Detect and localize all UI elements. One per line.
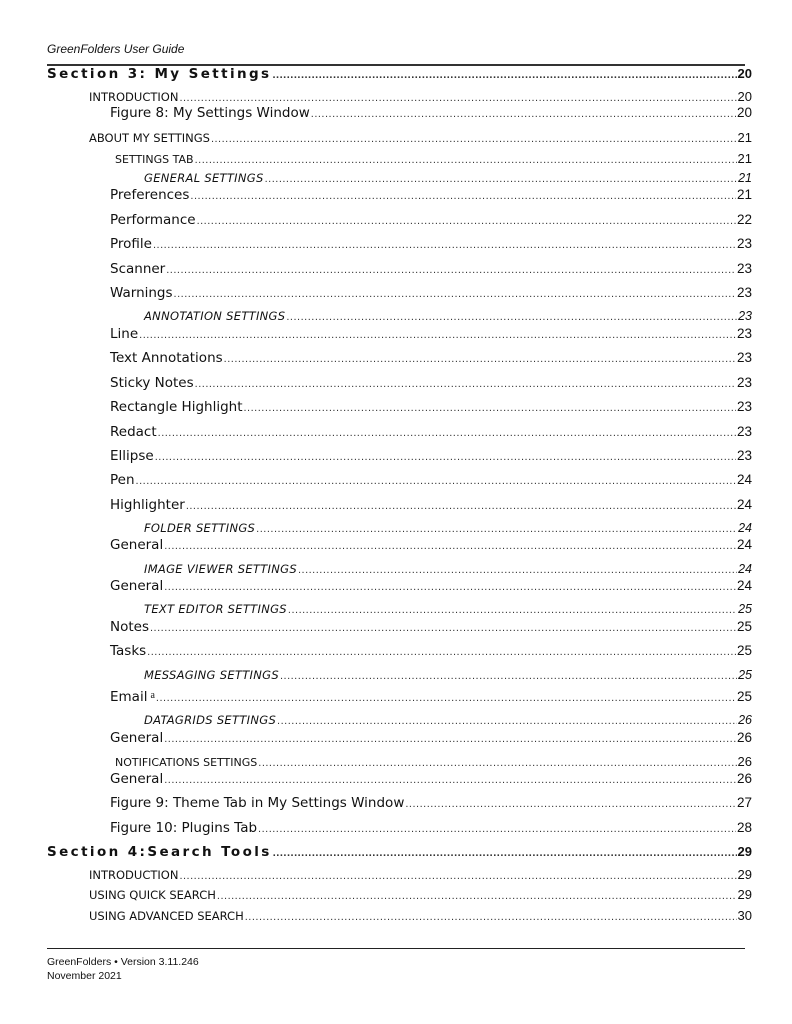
dot-leader bbox=[288, 604, 737, 616]
dot-leader bbox=[277, 715, 737, 727]
toc-entry[interactable] bbox=[89, 89, 752, 104]
toc-page-number: 21 bbox=[737, 130, 752, 145]
toc-entry[interactable] bbox=[110, 105, 752, 121]
toc-entry-label: ANNOTATION SETTINGS bbox=[144, 309, 286, 323]
toc-entry-label: ABOUT MY SETTINGS bbox=[89, 131, 210, 145]
toc-entry-label: Pen bbox=[110, 472, 135, 488]
toc-entry-label: Highlighter bbox=[110, 497, 185, 513]
toc-entry[interactable] bbox=[144, 521, 752, 535]
toc-entry[interactable] bbox=[110, 285, 752, 301]
toc-page-number: 23 bbox=[736, 448, 752, 463]
toc-entry[interactable] bbox=[110, 187, 752, 203]
toc-entry-label: INTRODUCTION bbox=[89, 90, 179, 104]
toc-entry[interactable] bbox=[110, 350, 752, 366]
dot-leader bbox=[164, 540, 736, 552]
dot-leader bbox=[156, 692, 736, 704]
dot-leader bbox=[273, 847, 737, 859]
toc-page-number: 29 bbox=[737, 844, 752, 859]
toc-entry-label: FOLDER SETTINGS bbox=[144, 521, 256, 535]
toc-entry-label: Line bbox=[110, 326, 139, 342]
toc-page-number: 23 bbox=[736, 424, 752, 439]
toc-entry-label: USING ADVANCED SEARCH bbox=[89, 909, 244, 923]
toc-page-number: 24 bbox=[736, 578, 752, 593]
toc-entry[interactable] bbox=[144, 668, 752, 682]
toc-entry-label: MESSAGING SETTINGS bbox=[144, 668, 279, 682]
dot-leader bbox=[195, 378, 736, 390]
toc-entry[interactable] bbox=[110, 689, 752, 705]
toc-entry[interactable] bbox=[144, 309, 752, 323]
toc-page-number: 23 bbox=[738, 309, 752, 323]
toc-entry-label: Preferences bbox=[110, 187, 190, 203]
toc-page-number: 25 bbox=[736, 643, 752, 658]
toc-page-number: 29 bbox=[737, 887, 752, 902]
toc-page-number: 21 bbox=[738, 171, 752, 185]
dot-leader bbox=[158, 427, 736, 439]
toc-entry[interactable] bbox=[110, 619, 752, 635]
toc-entry-label: General bbox=[110, 771, 164, 787]
toc-page-number: 25 bbox=[736, 689, 752, 704]
toc-page-number: 24 bbox=[736, 497, 752, 512]
toc-entry-label: Text Annotations bbox=[110, 350, 223, 366]
toc-page-number: 24 bbox=[736, 472, 752, 487]
dot-leader bbox=[258, 823, 736, 835]
dot-leader bbox=[153, 239, 736, 251]
toc-entry[interactable] bbox=[110, 578, 752, 594]
toc-page-number: 24 bbox=[738, 521, 752, 535]
toc-entry[interactable] bbox=[110, 643, 752, 659]
toc-entry[interactable] bbox=[110, 730, 752, 746]
dot-leader bbox=[164, 581, 736, 593]
dot-leader bbox=[150, 622, 736, 634]
toc-entry-label: Figure 10: Plugins Tab bbox=[110, 820, 258, 836]
toc-entry[interactable] bbox=[110, 795, 752, 811]
toc-page-number: 24 bbox=[736, 537, 752, 552]
toc-page-number: 25 bbox=[738, 602, 752, 616]
toc-entry[interactable] bbox=[115, 754, 752, 769]
toc-section-entry[interactable] bbox=[47, 844, 752, 860]
toc-section-entry[interactable] bbox=[47, 66, 752, 82]
toc-entry-label: Figure 8: My Settings Window bbox=[110, 105, 310, 121]
toc-page-number: 24 bbox=[738, 562, 752, 576]
toc-entry[interactable] bbox=[110, 424, 752, 440]
toc-entry[interactable] bbox=[110, 236, 752, 252]
toc-page-number: 21 bbox=[737, 151, 752, 166]
page-footer bbox=[47, 955, 199, 983]
footer-date: November 2021 bbox=[47, 970, 122, 982]
dot-leader bbox=[273, 69, 737, 81]
dot-leader bbox=[195, 154, 737, 166]
toc-entry-label: Tasks bbox=[110, 643, 147, 659]
dot-leader bbox=[280, 670, 737, 682]
dot-leader bbox=[147, 646, 736, 658]
toc-entry-label: Warnings bbox=[110, 285, 173, 301]
toc-page-number: 26 bbox=[738, 713, 752, 727]
toc-page-number: 20 bbox=[737, 89, 752, 104]
toc-page-number: 25 bbox=[738, 668, 752, 682]
dot-leader bbox=[211, 133, 737, 145]
dot-leader bbox=[217, 890, 737, 902]
toc-entry-label: DATAGRIDS SETTINGS bbox=[144, 713, 277, 727]
toc-entry[interactable] bbox=[89, 908, 752, 923]
toc-entry[interactable] bbox=[110, 326, 752, 342]
toc-entry-label: INTRODUCTION bbox=[89, 868, 179, 882]
dot-leader bbox=[298, 564, 737, 576]
toc-page-number: 30 bbox=[737, 908, 752, 923]
footnote-marker: a bbox=[150, 690, 155, 701]
toc-page-number: 23 bbox=[736, 285, 752, 300]
dot-leader bbox=[179, 92, 736, 104]
toc-page-number: 23 bbox=[736, 236, 752, 251]
toc-page-number: 23 bbox=[736, 350, 752, 365]
footer-version: GreenFolders • Version 3.11.246 bbox=[47, 956, 199, 968]
toc-page-number: 28 bbox=[736, 820, 752, 835]
dot-leader bbox=[164, 733, 736, 745]
toc-entry-label: Scanner bbox=[110, 261, 166, 277]
toc-entry-label: General bbox=[110, 537, 164, 553]
toc-page-number: 20 bbox=[737, 66, 752, 81]
dot-leader bbox=[311, 108, 736, 120]
dot-leader bbox=[245, 911, 737, 923]
dot-leader bbox=[139, 329, 736, 341]
dot-leader bbox=[190, 190, 736, 202]
toc-entry-label: Email bbox=[110, 689, 148, 705]
toc-entry-label: TEXT EDITOR SETTINGS bbox=[144, 602, 287, 616]
dot-leader bbox=[166, 264, 736, 276]
toc-entry[interactable] bbox=[110, 472, 752, 488]
toc-page-number: 25 bbox=[736, 619, 752, 634]
toc-entry[interactable] bbox=[110, 497, 752, 513]
dot-leader bbox=[164, 774, 736, 786]
toc-entry[interactable] bbox=[110, 771, 752, 787]
toc-page-number: 26 bbox=[737, 754, 752, 769]
toc-page-number: 21 bbox=[736, 187, 752, 202]
toc-entry[interactable] bbox=[110, 448, 752, 464]
dot-leader bbox=[258, 757, 736, 769]
toc-entry[interactable] bbox=[144, 602, 752, 616]
toc-page-number: 26 bbox=[736, 730, 752, 745]
dot-leader bbox=[256, 523, 737, 535]
toc-page-number: 23 bbox=[736, 326, 752, 341]
toc-entry-label: Ellipse bbox=[110, 448, 154, 464]
running-header-title: GreenFolders User Guide bbox=[47, 42, 185, 56]
toc-page-number: 23 bbox=[736, 375, 752, 390]
dot-leader bbox=[155, 451, 736, 463]
dot-leader bbox=[136, 475, 736, 487]
dot-leader bbox=[265, 173, 738, 185]
toc-entry[interactable] bbox=[115, 151, 752, 166]
toc-entry[interactable] bbox=[89, 867, 752, 882]
toc-page-number: 26 bbox=[736, 771, 752, 786]
toc-entry-label: Profile bbox=[110, 236, 152, 252]
dot-leader bbox=[174, 288, 736, 300]
toc-entry-label: Section 3: My Settings bbox=[47, 66, 272, 82]
dot-leader bbox=[244, 402, 736, 414]
toc-entry[interactable] bbox=[89, 130, 752, 145]
toc-entry[interactable] bbox=[144, 171, 752, 185]
toc-entry-label: Sticky Notes bbox=[110, 375, 194, 391]
toc-page-number: 22 bbox=[736, 212, 752, 227]
toc-entry[interactable] bbox=[110, 820, 752, 836]
toc-page-number: 20 bbox=[736, 105, 752, 120]
toc-entry[interactable] bbox=[144, 562, 752, 576]
toc-entry-label: Notes bbox=[110, 619, 149, 635]
toc-entry-label: Redact bbox=[110, 424, 157, 440]
toc-entry-label: USING QUICK SEARCH bbox=[89, 888, 216, 902]
toc-entry-label: NOTIFICATIONS SETTINGS bbox=[115, 756, 258, 769]
toc-entry-label: General bbox=[110, 578, 164, 594]
toc-entry-label: Figure 9: Theme Tab in My Settings Window bbox=[110, 795, 405, 811]
toc-page-number: 29 bbox=[737, 867, 752, 882]
dot-leader bbox=[224, 353, 736, 365]
toc-entry-label: Performance bbox=[110, 212, 196, 228]
toc-entry-label: IMAGE VIEWER SETTINGS bbox=[144, 562, 297, 576]
toc-entry[interactable] bbox=[110, 212, 752, 228]
toc-entry-label: SETTINGS TAB bbox=[115, 153, 194, 166]
dot-leader bbox=[179, 870, 736, 882]
toc-entry[interactable] bbox=[110, 537, 752, 553]
toc-page-number: 23 bbox=[736, 261, 752, 276]
toc-entry[interactable] bbox=[110, 261, 752, 277]
toc-entry[interactable] bbox=[89, 887, 752, 902]
dot-leader bbox=[286, 311, 737, 323]
dot-leader bbox=[197, 215, 736, 227]
toc-entry[interactable] bbox=[144, 713, 752, 727]
toc-page-number: 23 bbox=[736, 399, 752, 414]
toc-entry[interactable] bbox=[110, 399, 752, 415]
dot-leader bbox=[186, 500, 736, 512]
toc-entry-label: General bbox=[110, 730, 164, 746]
toc-entry[interactable] bbox=[110, 375, 752, 391]
toc-entry-label: Section 4:Search Tools bbox=[47, 844, 272, 860]
toc-entry-label: GENERAL SETTINGS bbox=[144, 171, 264, 185]
toc-page-number: 27 bbox=[736, 795, 752, 810]
dot-leader bbox=[405, 798, 736, 810]
footer-divider bbox=[47, 948, 745, 949]
toc-entry-label: Rectangle Highlight bbox=[110, 399, 243, 415]
